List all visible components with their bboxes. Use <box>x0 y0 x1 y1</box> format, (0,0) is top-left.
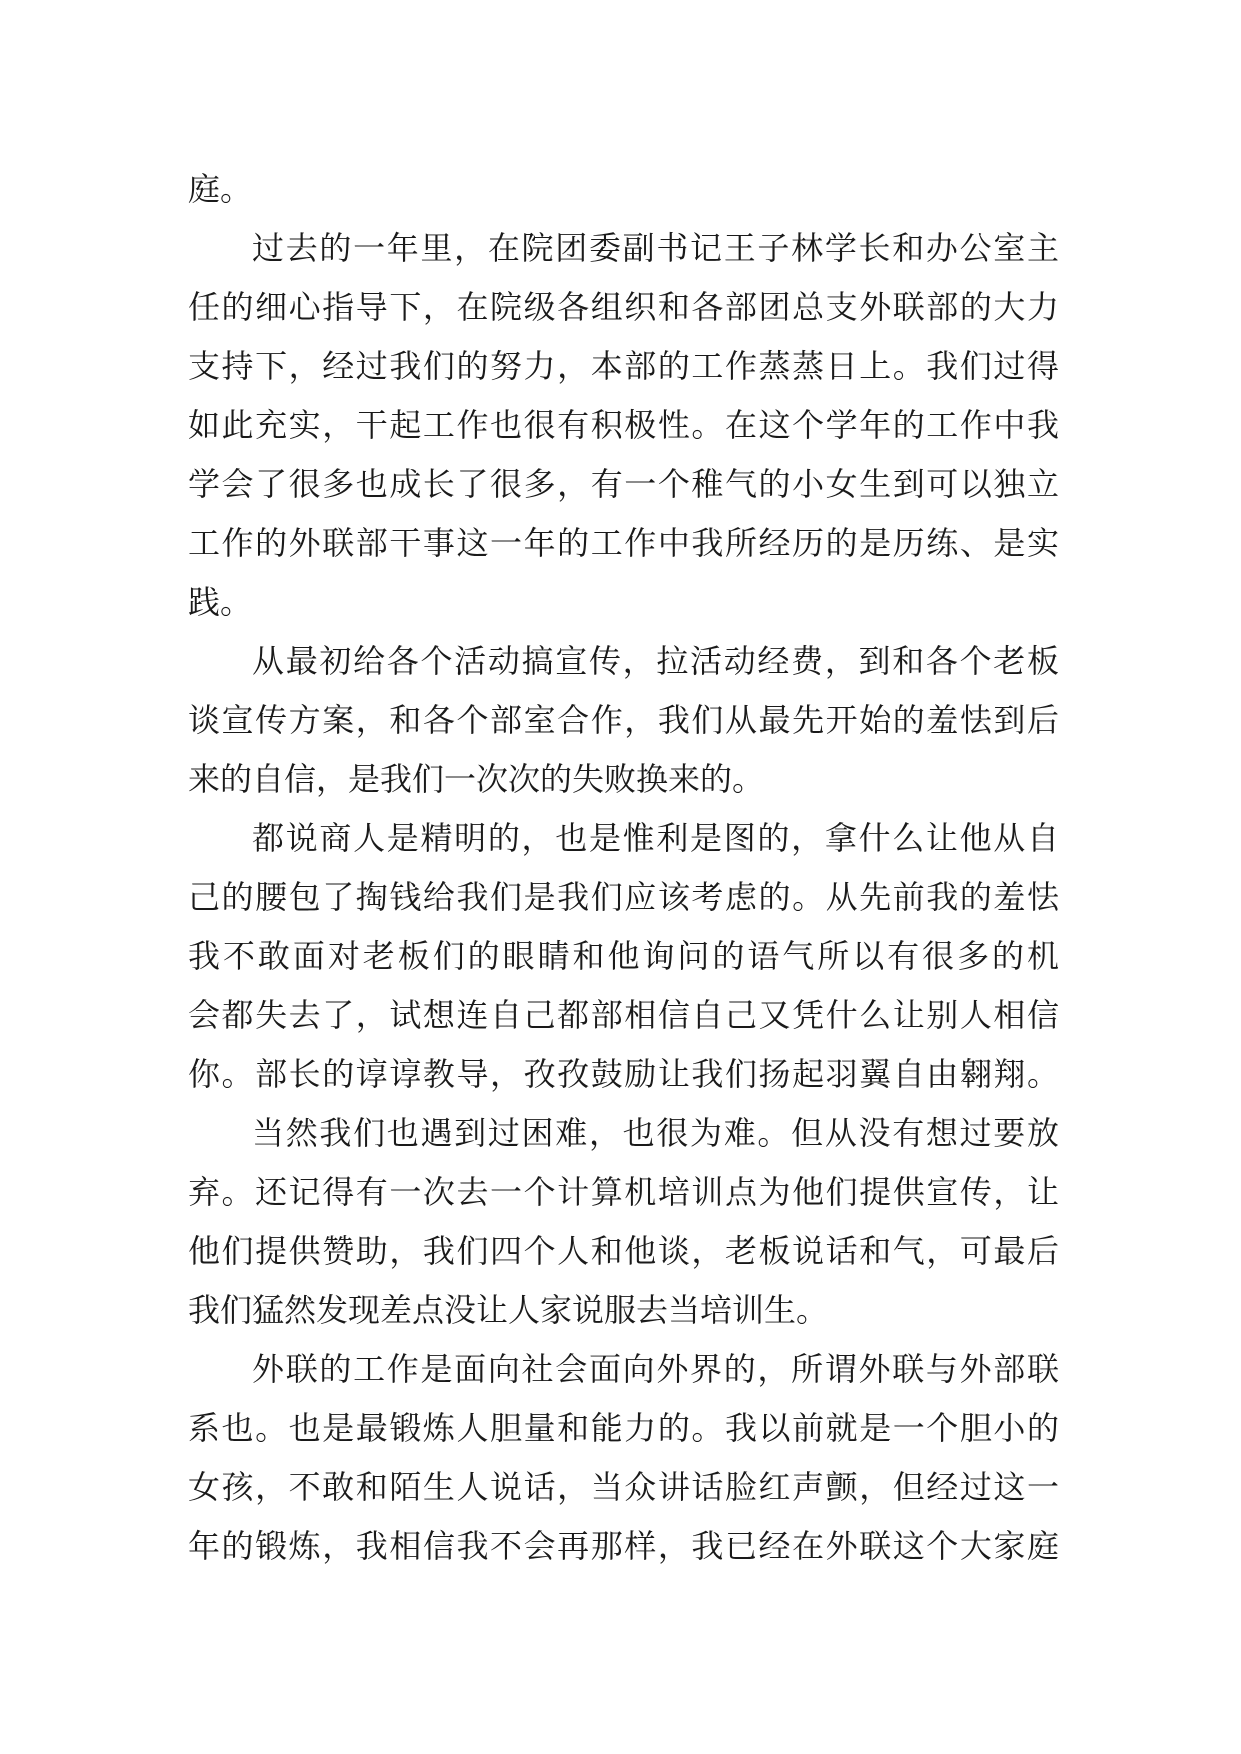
text-line: 过去的一年里，在院团委副书记王子林学长和办公室主 <box>252 229 1059 267</box>
text-line: 如此充实，干起工作也很有积极性。在这个学年的工作中我 <box>188 406 1059 444</box>
text-line: 外联的工作是面向社会面向外界的，所谓外联与外部联 <box>252 1350 1059 1388</box>
text-line: 你。部长的谆谆教导，孜孜鼓励让我们扬起羽翼自由翱翔。 <box>188 1055 1059 1093</box>
text-line: 践。 <box>188 583 253 621</box>
text-line: 当然我们也遇到过困难，也很为难。但从没有想过要放 <box>252 1114 1059 1152</box>
text-line: 他们提供赞助，我们四个人和他谈，老板说话和气，可最后 <box>188 1232 1059 1270</box>
text-line: 年的锻炼，我相信我不会再那样，我已经在外联这个大家庭 <box>188 1527 1059 1565</box>
text-line: 学会了很多也成长了很多，有一个稚气的小女生到可以独立 <box>188 465 1059 503</box>
text-line: 己的腰包了掏钱给我们是我们应该考虑的。从先前我的羞怯 <box>188 878 1059 916</box>
text-line: 弃。还记得有一次去一个计算机培训点为他们提供宣传，让 <box>188 1173 1059 1211</box>
text-line: 都说商人是精明的，也是惟利是图的，拿什么让他从自 <box>252 819 1059 857</box>
text-line: 从最初给各个活动搞宣传，拉活动经费，到和各个老板 <box>252 642 1059 680</box>
text-line: 会都失去了，试想连自己都部相信自己又凭什么让别人相信 <box>188 996 1059 1034</box>
text-line: 来的自信，是我们一次次的失败换来的。 <box>188 760 765 798</box>
document-body <box>188 160 1059 1576</box>
text-line: 女孩，不敢和陌生人说话，当众讲话脸红声颤，但经过这一 <box>188 1468 1059 1506</box>
text-line: 我们猛然发现差点没让人家说服去当培训生。 <box>188 1291 829 1329</box>
text-line: 谈宣传方案，和各个部室合作，我们从最先开始的羞怯到后 <box>188 701 1059 739</box>
text-line: 庭。 <box>188 170 253 208</box>
text-line: 工作的外联部干事这一年的工作中我所经历的是历练、是实 <box>188 524 1059 562</box>
text-line: 任的细心指导下，在院级各组织和各部团总支外联部的大力 <box>188 288 1059 326</box>
text-line: 我不敢面对老板们的眼睛和他询问的语气所以有很多的机 <box>188 937 1059 975</box>
text-line: 系也。也是最锻炼人胆量和能力的。我以前就是一个胆小的 <box>188 1409 1059 1447</box>
text-line: 支持下，经过我们的努力，本部的工作蒸蒸日上。我们过得 <box>188 347 1059 385</box>
